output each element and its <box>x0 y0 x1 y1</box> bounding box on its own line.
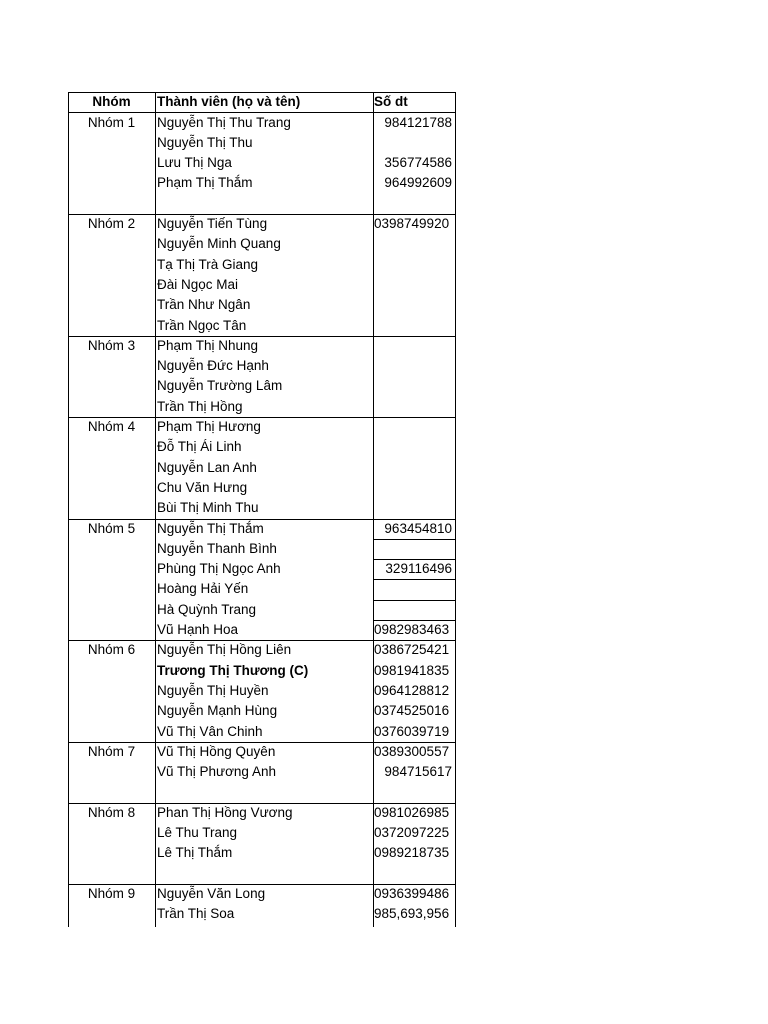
header-member: Thành viên (họ và tên) <box>157 94 301 109</box>
member-name: Phạm Thị Nhung <box>157 337 259 353</box>
phone-number <box>374 478 454 498</box>
phone-number <box>374 376 454 396</box>
right-border <box>455 92 456 928</box>
member-name: Trần Thị Soa <box>157 906 235 922</box>
member-name: Lưu Thị Nga <box>157 155 232 171</box>
phone-number <box>374 275 454 295</box>
phone-number <box>374 417 454 437</box>
member-name: Nguyễn Tiến Tùng <box>157 216 268 231</box>
name-column-border <box>373 92 374 928</box>
phone-number <box>374 579 454 599</box>
phone-number <box>374 498 454 518</box>
header-group: Nhóm <box>92 94 131 109</box>
phone-number: 0936399486 <box>374 885 450 901</box>
group-column-border <box>155 92 156 928</box>
member-name: Phạm Thị Thắm <box>157 175 253 191</box>
phone-number <box>374 458 454 478</box>
member-name: Trần Như Ngân <box>157 297 251 313</box>
member-name: Hà Quỳnh Trang <box>157 601 257 617</box>
phone-cell-border <box>373 579 456 580</box>
member-name: Nguyễn Thị Thắm <box>157 520 264 536</box>
phone-number: 0982983463 <box>374 622 450 637</box>
phone-number <box>374 397 454 417</box>
phone-number <box>374 295 454 315</box>
phone-number <box>374 336 454 356</box>
phone-number: 0981026985 <box>374 804 450 820</box>
member-name: Nguyễn Văn Long <box>157 885 266 901</box>
phone-number: 964992609 <box>384 175 452 191</box>
phone-number <box>374 356 454 376</box>
phone-number <box>374 133 454 153</box>
phone-number <box>374 255 454 275</box>
group-label: Nhóm 3 <box>87 337 136 353</box>
group-label: Nhóm 9 <box>87 885 136 901</box>
phone-number: 963454810 <box>384 520 452 536</box>
phone-number: 356774586 <box>384 155 452 171</box>
member-name: Nguyễn Thị Thu <box>157 134 253 150</box>
phone-number: 0964128812 <box>374 682 450 698</box>
phone-number: 329116496 <box>385 561 452 577</box>
member-name: Phạm Thị Hương <box>157 419 261 434</box>
member-name: Lê Thu Trang <box>157 825 238 840</box>
phone-cell-border <box>373 539 456 540</box>
group-label: Nhóm 1 <box>87 114 136 130</box>
phone-number: 0989218735 <box>374 845 450 861</box>
member-name: Phùng Thị Ngọc Anh <box>157 561 281 577</box>
phone-number: 0981941835 <box>374 662 450 678</box>
group-label: Nhóm 4 <box>87 419 136 434</box>
member-name: Vũ Thị Vân Chinh <box>157 723 263 739</box>
member-name: Nguyễn Thị Hồng Liên <box>157 642 292 658</box>
phone-number <box>374 864 454 884</box>
group-label: Nhóm 8 <box>87 804 136 820</box>
member-name: Nguyễn Mạnh Hùng <box>157 703 278 719</box>
phone-number: 0376039719 <box>374 723 450 739</box>
member-name: Nguyễn Lan Anh <box>157 459 257 475</box>
member-name: Nguyễn Trường Lâm <box>157 378 283 394</box>
phone-cell-border <box>373 600 456 601</box>
phone-number: 0374525016 <box>374 703 450 719</box>
member-name: Nguyễn Đức Hạnh <box>157 358 269 374</box>
member-name: Trần Ngọc Tân <box>157 317 247 333</box>
member-name: Trần Thị Hồng <box>157 398 243 414</box>
phone-number <box>374 234 454 254</box>
group-label: Nhóm 5 <box>87 520 136 536</box>
phone-number <box>374 437 454 457</box>
member-name: Chu Văn Hưng <box>157 479 248 495</box>
member-name: Vũ Thị Hồng Quyên <box>157 743 276 759</box>
phone-cell-border <box>373 620 456 621</box>
phone-number: 0398749920 <box>374 216 450 231</box>
member-name: Vũ Hạnh Hoa <box>157 622 239 637</box>
group-label: Nhóm 7 <box>87 743 136 759</box>
member-name: Tạ Thị Trà Giang <box>157 256 259 272</box>
member-name: Nguyễn Thị Thu Trang <box>157 114 291 130</box>
phone-number: 0389300557 <box>374 743 450 759</box>
group-label: Nhóm 2 <box>87 216 136 231</box>
left-border <box>68 92 69 928</box>
member-name <box>157 194 371 214</box>
member-name: Phan Thị Hồng Vương <box>157 804 293 820</box>
member-name: Nguyễn Thị Huyền <box>157 682 269 698</box>
phone-number <box>374 600 454 620</box>
member-name: Hoàng Hải Yến <box>157 581 249 597</box>
member-name: Đài Ngọc Mai <box>157 276 239 292</box>
phone-number <box>374 539 454 559</box>
group-label: Nhóm 6 <box>87 642 136 658</box>
phone-number <box>374 316 454 336</box>
member-name: Lê Thị Thắm <box>157 845 233 861</box>
phone-cell-border <box>373 559 456 560</box>
member-name <box>157 782 371 802</box>
member-name: Vũ Thị Phương Anh <box>157 764 276 780</box>
phone-number: 985,693,956 <box>374 906 450 922</box>
phone-number <box>374 782 454 802</box>
header-phone: Số dt <box>374 94 408 109</box>
phone-number: 984121788 <box>384 114 452 130</box>
member-name: Nguyễn Minh Quang <box>157 236 281 252</box>
member-name: Trương Thị Thương (C) <box>157 662 309 678</box>
member-name: Bùi Thị Minh Thu <box>157 500 259 516</box>
table-top-border <box>68 92 456 93</box>
phone-number: 0372097225 <box>374 825 450 840</box>
member-name: Đỗ Thị Ái Linh <box>157 439 242 455</box>
phone-number: 0386725421 <box>374 642 450 658</box>
member-name <box>157 864 371 884</box>
phone-number <box>374 194 454 214</box>
phone-number: 984715617 <box>384 764 452 780</box>
member-name: Nguyễn Thanh Bình <box>157 540 277 556</box>
